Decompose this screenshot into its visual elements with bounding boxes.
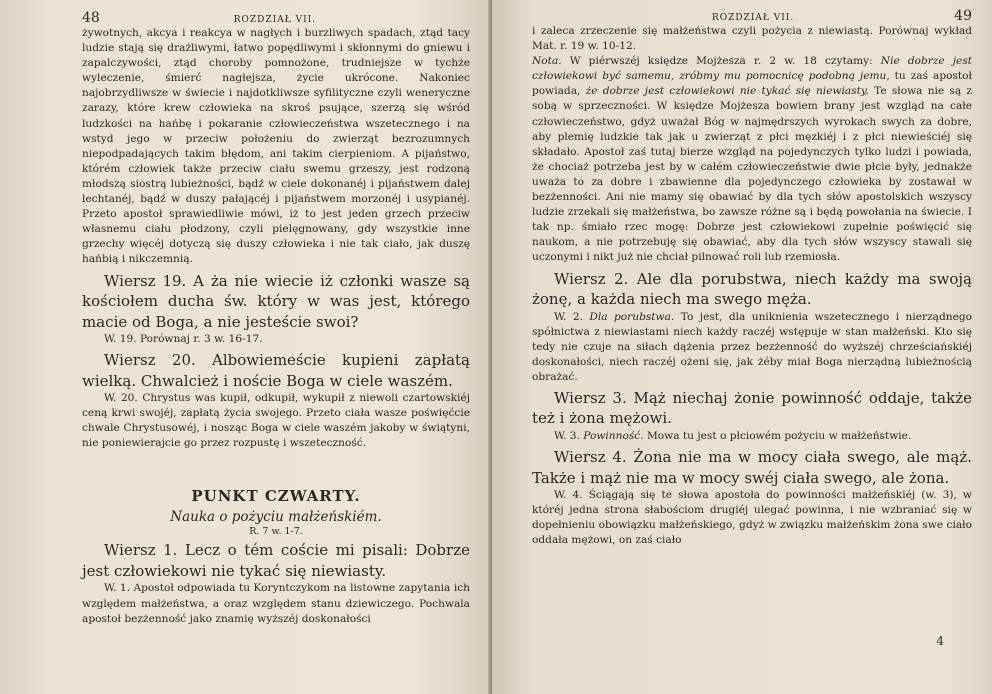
nota-text-c: Te słowa nie są z sobą w sprzeczności. W księdze Mojżesza bowiem brany jest wzgląd na całe człowieczeństwo, gdyż uważał Bóg w najmędrszych wyrokach swych za dobre, aby plemię ludzkie tak jak u zwierząt z płci męzkiéj i z płci niewieściéj się składało. Apostoł zaś tutaj bierze wzgląd na pojedynczych tylko ludzi i powiada, że chociaż potrzeba jest by w całém człowieczeństwie dwie płcie były, jednakże uważa to za dobre i zbawienne dla pojedynczego człowieka by zostawał w bezżenności. Ani nie mamy się obawiać by dla tych słów apostolskich wszyscy ludzie zrzekali się małżeństwa, bo zawsze różne są i będą powołania na świecie. I tak np. śmiało rzec mogę: Dobrze jest człowiekowi zupełnie poświęcić się naukom, a nie potrzebuję się obawiać, aby dla tych słów wszyscy stawali się uczonymi i nikt już nie chciał pilnować roli lub rzemiosła. [532, 85, 972, 264]
left-page-number: 48 [82, 10, 100, 26]
note-1: W. 1. Apostoł odpowiada tu Koryntczykom na listowne zapytania ich względem małżeństwa, a oraz względem stanu dziewiczego. Pochwala apostoł bezżenność jako znamię wyższéj doskonałości [82, 582, 470, 625]
note-3-text: Mowa tu jest o płciowém pożyciu w małżeństwie. [646, 429, 912, 442]
verse-1: Wiersz 1. Lecz o tém coście mi pisali: Dobrze jest człowiekowi nie tykać się niewiasty. [82, 541, 470, 580]
section-subtitle: Nauka o pożyciu małżeńskiém. [170, 509, 382, 526]
nota-text-b: tu zaś apostoł powiada, [532, 70, 972, 98]
note-3-italic: Powinność. [583, 429, 644, 442]
right-paragraph-0: i zaleca zrzeczenie się małżeństwa czyli pożycia z niewiastą. Porównaj wykład Mat. r. 19 w. 10-12. [532, 25, 972, 53]
section-title: PUNKT CZWARTY. [191, 487, 361, 506]
verse-19: Wiersz 19. A ża nie wiecie iż członki wasze są kościołem ducha św. który w was jest, którego macie od Boga, a nie jesteście swoi? [82, 271, 470, 331]
verse-20: Wiersz 20. Albowiemeście kupieni zapłatą wielką. Chwalcież i noście Boga w ciele waszém. [82, 351, 470, 390]
signature-mark: 4 [936, 634, 944, 648]
nota-label: Nota. [532, 55, 562, 68]
note-2 [532, 310, 972, 385]
section-reference: R. 7 w. 1-7. [249, 526, 303, 538]
note-3-label: W. 3. [554, 429, 580, 442]
verse-3: Wiersz 3. Mąż niechaj żonie powinność oddaje, także też i żona mężowi. [532, 388, 972, 428]
left-page-header [82, 10, 470, 26]
note-2-label: W. 2. [554, 310, 583, 323]
note-4: W. 4. Ściągają się te słowa apostoła do powinności małżeńskiéj (w. 3), w któréj jedna strona słabościom drugiéj ulegać powinna, i nie wzbraniać się w dopełnieniu obowiązku małżeńskiego, gdyż w związku małżeńskim żona swe ciało oddała mężowi, on zaś ciało [532, 489, 972, 547]
left-page [0, 0, 492, 694]
note-20: W. 20. Chrystus was kupił, odkupił, wykupił z niewoli czartowskiéj ceną krwi swojéj, zapłatą życia swojego. Przeto ciała wasze poświęćcie chwale Chrystusowéj, i nosząc Boga w ciele waszém jakoby w świątyni, nie poniewierajcie go przez rozpustę i wszeteczność. [82, 392, 470, 450]
note-19: W. 19. Porównaj r. 3 w. 16-17. [104, 333, 263, 345]
right-page-number: 49 [954, 8, 972, 24]
nota-paragraph [532, 54, 972, 265]
left-paragraph-1: żywotnych, akcya i reakcya w nagłych i burzliwych spadach, ztąd tacy ludzie stają się drażliwymi, łatwo popędliwymi i skłonnymi do gniewu i zapalczywości, ztąd choroby pomnożone, trudniejsze w tychże wyleczenie, śmierć nagłejsza, życie ukrócone. Nakoniec najobrzydliwsze w świecie i najdotkliwsze syfilityczne czyli weneryczne zarazy, które krew człowieka na skroś psujące, szerzą się wśród ludzkości na hańbę i pokaranie człowieczeństwa wszetecznego i na wstyd jego w przeciw położeniu do zwierząt bezrozumnych niepodpadających takim błędom, ani takim cierpieniom. A pijaństwo, którém człowiek także przeciw ciału swemu grzeszy, jest rodzoną młodszą siostrą lubieżności, bądź w ciele dokonanéj i pijaństwem dalej lechtanéj, bądź w duszy pałającéj i pijaństwem morzonéj i usypianéj. Przeto apostoł sprawiedliwie mówi, iż to jest jeden grzech przeciw własnemu ciału płodzony, czyli pielęgnowany, gdy wszystkie inne grzechy więcéj dotyczą się duszy człowieka i nie tak ciało, jak duszę hańbią i nikczemnią. [82, 27, 470, 266]
note-2-text: To jest, dla uniknienia wszetecznego i nierządnego spółnictwa z niewiastami niech każdy raczéj wstępuje w stan małżeński. Kto się tedy nie czuje na siłach dążenia przez bezżenność do wyższéj chrześciańskiéj doskonałości, niech raczéj ożeni się, jak żéby miał Boga nierządną lubieżnością obrażać. [532, 310, 972, 383]
nota-italic-b: że dobrze jest człowiekowi nie tykać się niewiasty. [585, 85, 869, 98]
note-2-italic: Dla porubstwa. [589, 310, 675, 323]
note-3 [532, 429, 972, 444]
right-running-head: ROZDZIAŁ VII. [711, 13, 795, 23]
nota-text-a: W piérwszéj księdze Mojżesza r. 2 w. 18 czytamy: [569, 55, 873, 68]
left-running-head: ROZDZIAŁ VII. [233, 15, 317, 25]
verse-4: Wiersz 4. Żona nie ma w mocy ciała swego, ale mąż. Także i mąż nie ma w mocy swéj ciała swego, ale żona. [532, 448, 972, 487]
right-page [492, 0, 992, 694]
right-page-header [532, 8, 972, 24]
verse-2: Wiersz 2. Ale dla porubstwa, niech każdy ma swoją żonę, a każda niech ma swego męża. [532, 269, 972, 308]
nota-italic-a: Nie dobrze jest człowiekowi być samemu, zróbmy mu pomocnicę podobną jemu, [532, 55, 973, 83]
